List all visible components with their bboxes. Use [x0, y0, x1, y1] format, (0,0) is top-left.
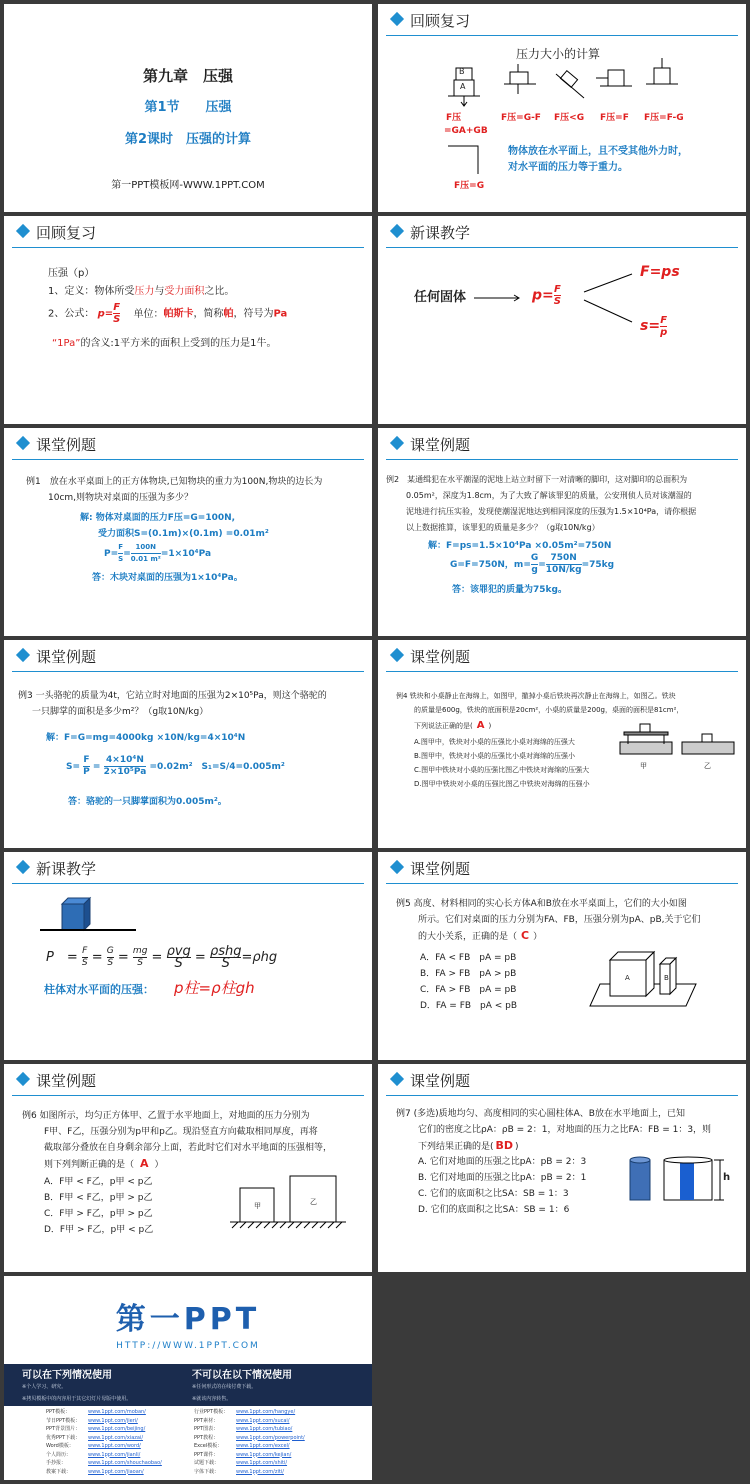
note-line-2: 对水平面的压力等于重力。	[508, 162, 628, 173]
header-text: 回顾复习	[410, 12, 471, 30]
cannot-use-1: ※任何形式的在线付费下载。	[192, 1384, 257, 1390]
link-row	[46, 1408, 162, 1417]
option-d: D．F甲 > F乙，p甲 < p乙	[44, 1225, 154, 1235]
slide-header	[378, 428, 746, 462]
option-d: D.图甲中铁块对小桌的压强比图乙中铁块对海绵的压强小	[414, 780, 590, 788]
answer-line-1: 解：F=ps=1.5×10⁴Pa ×0.05m²=750N	[428, 541, 612, 551]
question-line-3: 泥地进行抗压实验，发现使潮湿泥地达到相同深度的压强为1.5×10⁴Pa，请你根据	[406, 507, 697, 516]
question-line-2: 0.05m²，深度为1.8cm，为了大致了解该罪犯的质量，公安刑侦人员对该潮湿的	[406, 491, 692, 500]
question-line-3: 下列结果正确的是( BD )	[418, 1139, 519, 1152]
link-row	[46, 1442, 162, 1451]
link-row	[46, 1459, 162, 1468]
link-row	[46, 1434, 162, 1443]
link-row	[46, 1425, 162, 1434]
can-use-2: ※拷贝模板中的内容用于其它幻灯片母版中使用。	[22, 1396, 132, 1402]
question-line-3: 截取部分叠放在自身剩余部分上面，若此时它们对水平地面的压强相等，	[44, 1143, 333, 1153]
pa-meaning: “1Pa”的含义:1平方米的面积上受到的压力是1牛。	[52, 338, 277, 349]
any-solid-label: 任何固体	[414, 290, 467, 305]
link-url[interactable]: www.1ppt.com/tubiao/	[236, 1426, 293, 1432]
link-label: PPT课件：	[194, 1451, 219, 1458]
question-line-1: 例2 某通缉犯在水平潮湿的泥地上站立时留下一对清晰的脚印，这对脚印的总面积为	[386, 475, 688, 484]
answer-line-1: 解：F=G=mg=4000kg ×10N/kg=4×10⁴N	[46, 733, 246, 743]
option-c: C.图甲中铁块对小桌的压强比图乙中铁块对海绵的压强大	[414, 766, 590, 774]
link-label: PPT教程：	[194, 1434, 219, 1441]
link-url[interactable]: www.1ppt.com/sucai/	[236, 1417, 290, 1424]
link-url[interactable]: www.1ppt.com/jieri/	[88, 1417, 138, 1424]
brand-url: HTTP://WWW.1PPT.COM	[116, 1341, 260, 1351]
slide-header	[4, 216, 372, 250]
slide-header	[378, 640, 746, 674]
link-row	[194, 1451, 305, 1460]
formula-line: 2、公式： p= $\frac{F}{S}$ 单位：帕斯卡，简称帕，符号为Pa	[48, 302, 288, 325]
slide-title[interactable]	[4, 4, 372, 212]
note-line-1: 物体放在水平面上，且不受其他外力时，	[508, 146, 688, 157]
slide-example-1[interactable]	[4, 428, 372, 636]
option-b: B. 它们对地面的压强之比pA：pB = 2：1	[418, 1173, 587, 1183]
cubes-on-ground	[230, 1172, 350, 1232]
diamond-icon	[16, 1072, 30, 1086]
force-formula: F=ps	[640, 264, 680, 280]
header-text: 回顾复习	[36, 224, 97, 242]
option-c: C. 它们的底面积之比SA：SB = 1：3	[418, 1189, 569, 1199]
usage-panel	[4, 1364, 372, 1480]
block-label-a: A	[625, 974, 630, 982]
header-text: 新课教学	[36, 860, 97, 878]
link-label: PPT图表：	[194, 1426, 219, 1432]
lesson-title: 第2课时 压强的计算	[124, 132, 252, 147]
slide-header	[378, 1064, 746, 1098]
question-line-1: 例5 高度、材料相同的实心长方体A和B放在水平桌面上，它们的大小如图	[396, 899, 687, 909]
pressure-label: 压强（p）	[48, 268, 95, 279]
link-label: 行业PPT模板：	[194, 1409, 229, 1415]
link-row	[194, 1459, 305, 1468]
option-d: D. 它们的底面积之比SA：SB = 1：6	[418, 1205, 570, 1215]
question-line-3: 的大小关系，正确的是（ C ）	[418, 929, 543, 942]
header-text: 课堂例题	[36, 436, 97, 454]
cube-label-jia: 甲	[254, 1202, 261, 1210]
formula-1b: =GA+GB	[444, 126, 488, 136]
slide-example-4[interactable]	[378, 640, 746, 848]
brand-logo: 第一PPT	[115, 1302, 261, 1337]
link-label: 节日PPT模板：	[46, 1417, 81, 1424]
link-label: 教案下载：	[46, 1468, 72, 1475]
option-a: A.图甲中，铁块对小桌的压强比小桌对海绵的压强大	[414, 738, 575, 746]
footer-text: 第一PPT模板网-WWW.1PPT.COM	[111, 180, 265, 191]
answer-line-2: S= $\frac{F}{P}$ = $\frac{\text{4×10⁴N}}{\text{2×10⁵Pa}}$ =0.02m² S₁=S/4=0.005m²	[66, 755, 285, 777]
links-right	[194, 1408, 305, 1476]
link-url[interactable]: www.1ppt.com/shiti/	[236, 1460, 288, 1466]
can-use-1: ※个人学习、研究。	[22, 1384, 67, 1390]
link-url[interactable]: www.1ppt.com/xiazai/	[88, 1434, 144, 1441]
slide-example-7[interactable]	[378, 1064, 746, 1272]
header-text: 课堂例题	[410, 648, 471, 666]
question-line-1: 例4 铁块和小桌静止在海绵上，如图甲，撤掉小桌后铁块再次静止在海绵上，如图乙。铁块	[396, 692, 676, 700]
question-line-2: 一只脚掌的面积是多少m²？（g取10N/kg）	[32, 707, 209, 717]
figure-jia: 甲	[640, 762, 647, 770]
link-label: PPT素材：	[194, 1417, 219, 1424]
block-label-b: B	[664, 974, 669, 982]
link-row	[194, 1417, 305, 1426]
diamond-icon	[16, 224, 30, 238]
formula-2: F压=G-F	[501, 113, 541, 123]
slide-example-5[interactable]	[378, 852, 746, 1060]
diamond-icon	[390, 1072, 404, 1086]
question-line-4: 则下列判断正确的是（ A ）	[44, 1157, 164, 1170]
chapter-title: 第九章 压强	[142, 67, 233, 85]
section-title: 第1节 压强	[144, 100, 232, 115]
slide-example-2[interactable]	[378, 428, 746, 636]
slide-header	[4, 640, 372, 674]
link-url[interactable]: www.1ppt.com/jianli/	[88, 1451, 141, 1458]
slide-brand[interactable]	[4, 1276, 372, 1480]
header-text: 课堂例题	[410, 860, 471, 878]
answer-line-1: 解: 物体对桌面的压力F压=G=100N,	[80, 513, 236, 523]
link-label: Word模板：	[46, 1443, 74, 1449]
definition-line: 1、定义：物体所受压力与受力面积之比。	[48, 286, 235, 297]
slide-header	[378, 852, 746, 886]
question-line-2: 所示。它们对桌面的压力分别为FA、FB，压强分别为pA、pB,关于它们	[418, 915, 701, 925]
slide-review-pressure[interactable]	[4, 216, 372, 424]
link-row	[194, 1408, 305, 1417]
question-line-3: 下列说法正确的是( A )	[414, 720, 492, 731]
cannot-use-title: 不可以在以下情况使用	[192, 1370, 292, 1381]
slide-review-force[interactable]	[378, 4, 746, 212]
question-line-2: 它们的密度之比ρA：ρB = 2：1，对地面的压力之比FA：FB = 1：3，则	[418, 1125, 712, 1135]
diamond-icon	[390, 12, 404, 26]
sponge-figures	[620, 724, 740, 774]
link-url[interactable]: www.1ppt.com/jiaoan/	[88, 1468, 144, 1475]
answer-final: 答：木块对桌面的压强为1×10⁴Pa。	[92, 573, 243, 583]
option-b: B.图甲中，铁块对小桌的压强比小桌对海绵的压强小	[414, 752, 576, 760]
link-url[interactable]: www.1ppt.com/hangye/	[236, 1409, 296, 1415]
option-b: B．F甲 < F乙，p甲 > p乙	[44, 1193, 153, 1203]
diamond-icon	[16, 860, 30, 874]
link-label: 试题下载：	[194, 1460, 220, 1466]
link-label: 优秀PPT下载：	[46, 1434, 81, 1441]
link-label: 手抄报：	[46, 1460, 67, 1466]
link-row	[194, 1425, 305, 1434]
option-a: A．FA < FB pA = pB	[420, 953, 517, 963]
formula-6: F压=G	[454, 181, 485, 191]
diamond-icon	[390, 436, 404, 450]
header-text: 课堂例题	[410, 436, 471, 454]
link-row	[194, 1442, 305, 1451]
question-line-1: 例6 如图所示，均匀正方体甲、乙置于水平地面上，对地面的压力分别为	[22, 1111, 310, 1121]
question-line-2: 10cm,则物块对桌面的压强为多少？	[48, 493, 194, 503]
height-label: h	[723, 1172, 731, 1183]
cannot-use-2: ※就该内容转售。	[192, 1396, 232, 1402]
header-text: 课堂例题	[410, 1072, 471, 1090]
link-url[interactable]: www.1ppt.com/excel/	[236, 1443, 290, 1449]
link-row	[194, 1468, 305, 1477]
slide-header	[4, 852, 372, 886]
question-line-1: 例7 (多选)质地均匀、高度相同的实心圆柱体A、B放在水平地面上，已知	[396, 1109, 685, 1119]
column-pressure-formula: p柱=ρ柱gh	[174, 979, 255, 997]
link-url[interactable]: www.1ppt.com/shouchaobao/	[88, 1460, 162, 1466]
question-line-2: F甲、F乙，压强分别为p甲和p乙。现沿竖直方向截取相同厚度，再将	[44, 1127, 318, 1137]
box-label-b: B	[459, 67, 465, 76]
link-row	[46, 1468, 162, 1477]
header-text: 课堂例题	[36, 648, 97, 666]
links-area	[4, 1406, 372, 1480]
can-use-title: 可以在下列情况使用	[22, 1370, 112, 1381]
link-label: 字体下载：	[194, 1468, 220, 1475]
header-text: 课堂例题	[36, 1072, 97, 1090]
formula-1: F压	[446, 113, 462, 123]
link-row	[46, 1417, 162, 1426]
slide-example-6[interactable]	[4, 1064, 372, 1272]
answer-final: 答：该罪犯的质量为75kg。	[452, 585, 567, 595]
option-a: A．F甲 < F乙，p甲 < p乙	[44, 1177, 153, 1187]
option-c: C．FA > FB pA = pB	[420, 985, 517, 995]
formula-3: F压<G	[554, 113, 585, 123]
diagram-title: 压力大小的计算	[516, 47, 601, 61]
area-formula: s= $\frac{F}{p}$	[640, 314, 668, 338]
formula-5: F压=F-G	[644, 113, 684, 123]
link-row	[46, 1451, 162, 1460]
formula-4: F压=F	[600, 113, 629, 123]
link-label: PPT模板：	[46, 1409, 71, 1415]
slide-example-3[interactable]	[4, 640, 372, 848]
diamond-icon	[390, 860, 404, 874]
box-label-a: A	[460, 82, 466, 91]
link-url[interactable]: www.1ppt.com/moban/	[88, 1409, 146, 1415]
link-url[interactable]: www.1ppt.com/kejian/	[236, 1451, 292, 1458]
column-pressure-label: 柱体对水平面的压强：	[44, 983, 154, 996]
answer-line-2: G=F=750N，m= $\frac{G}{g}$ = $\frac{750N}{10N/kg}$ =75kg	[450, 553, 615, 575]
link-row	[194, 1434, 305, 1443]
slide-new-lesson-1[interactable]	[378, 216, 746, 424]
cube-on-table	[40, 896, 160, 936]
link-label: 个人简历：	[46, 1451, 72, 1458]
link-url[interactable]: www.1ppt.com/ziti/	[236, 1468, 284, 1475]
diamond-icon	[16, 436, 30, 450]
header-text: 新课教学	[410, 224, 471, 242]
slide-header	[4, 428, 372, 462]
answer-final: 答：骆驼的一只脚掌面积为0.005m²。	[68, 797, 227, 807]
pressure-formula: p= $\frac{F}{S}$	[532, 284, 561, 307]
cube-label-yi: 乙	[310, 1198, 317, 1206]
cylinders	[628, 1154, 738, 1214]
link-url[interactable]: www.1ppt.com/beijing/	[88, 1426, 146, 1432]
figure-yi: 乙	[704, 762, 711, 770]
link-label: Excel模板：	[194, 1443, 223, 1449]
arrows	[378, 216, 746, 424]
blocks-on-table	[588, 944, 698, 1014]
links-left	[46, 1408, 162, 1476]
link-url[interactable]: www.1ppt.com/word/	[88, 1443, 141, 1449]
option-b: B．FA > FB pA > pB	[420, 969, 517, 979]
diamond-icon	[390, 648, 404, 662]
answer-line-2: 受力面积S=(0.1m)×(0.1m) =0.01m²	[98, 529, 269, 539]
answer-line-3: P= $\frac{F}{S}$ = $\frac{100N}{\text{0.01 m²}}$ =1×10⁴Pa	[104, 543, 212, 563]
option-c: C．F甲 > F乙，p甲 > p乙	[44, 1209, 153, 1219]
derivation: P = $\frac{F}{S}$ = $\frac{G}{S}$ = $\frac{mg}{S}$ = $\frac{\text{ρvg}}{S}$ = $\frac{\text{ρshg}}{S}$ =ρhg	[46, 944, 278, 971]
question-line-1: 例1 放在水平桌面上的正方体物块,已知物块的重力为100N,物块的边长为	[26, 477, 323, 487]
question-line-2: 的质量是600g，铁块的底面积是20cm²，小桌的质量是200g，桌面的面积是81cm²，	[414, 706, 684, 714]
option-a: A. 它们对地面的压强之比pA：pB = 2：3	[418, 1157, 587, 1167]
question-line-1: 例3 一头骆驼的质量为4t，它站立时对地面的压强为2×10⁵Pa，则这个骆驼的	[18, 691, 327, 701]
slide-header	[4, 1064, 372, 1098]
slide-header	[378, 4, 746, 38]
link-label: PPT背景图片：	[46, 1426, 81, 1432]
diamond-icon	[16, 648, 30, 662]
slide-new-lesson-2[interactable]	[4, 852, 372, 1060]
option-d: D．FA = FB pA < pB	[420, 1001, 518, 1011]
link-url[interactable]: www.1ppt.com/powerpoint/	[236, 1434, 305, 1441]
question-line-4: 以上数据推算，该罪犯的质量是多少？（g取10N/kg）	[406, 523, 600, 532]
